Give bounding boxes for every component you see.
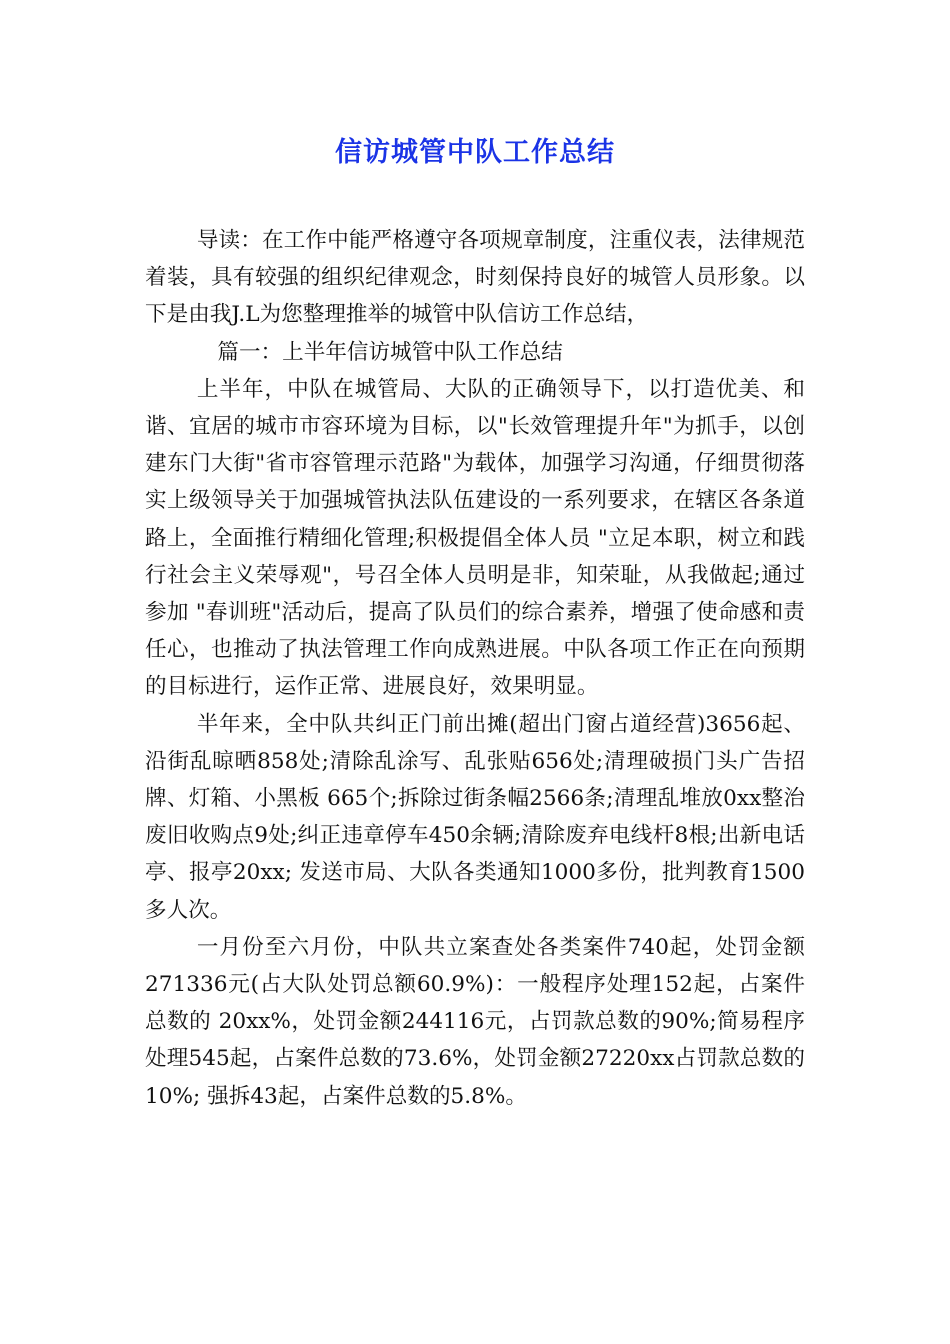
document-body — [145, 222, 805, 1115]
document-title: 信访城管中队工作总结 — [335, 137, 615, 168]
body-paragraph: 一月份至六月份，中队共立案查处各类案件740起，处罚金额 271336元(占大队处罚总额60.9%)：一般程序处理152起，占案件总数的 20xx%，处罚金额244116元，占罚款总数的90%;简易程序处理545起，占案件总数的73.6%，处罚金额27220xx占罚款总数的10%; 强拆43起，占案件总数的5.8%。 — [145, 934, 805, 1109]
body-paragraph: 上半年，中队在城管局、大队的正确领导下，以打造优美、和谐、宜居的城市市容环境为目标，以"长效管理提升年"为抓手，以创建东门大街"省市容管理示范路"为载体，加强学习沟通，仔细贯彻落实上级领导关于加强城管执法队伍建设的一系列要求，在辖区各条道路上，全面推行精细化管理;积极提倡全体人员 "立足本职，树立和践行社会主义荣辱观"，号召全体人员明是非，知荣耻，从我做起;通过参加 "春训班"活动后，提高了队员们的综合素养，增强了使命感和责任心，也推动了执法管理工作向成熟进展。中队各项工作正在向预期的目标进行，运作正常、进展良好，效果明显。 — [145, 376, 805, 700]
section-heading: 篇一：上半年信访城管中队工作总结 — [217, 339, 563, 365]
body-paragraph: 半年来，全中队共纠正门前出摊(超出门窗占道经营)3656起、沿街乱晾晒858处;清除乱涂写、乱张贴656处;清理破损门头广告招牌、灯箱、小黑板 665个;拆除过街条幅2566条;清理乱堆放0xx整治废旧收购点9处;纠正违章停车450余辆;清除废弃电线杆8根;出新电话亭、报亭20xx; 发送市局、大队各类通知1000多份，批判教育1500多人次。 — [145, 711, 805, 923]
intro-paragraph: 导读：在工作中能严格遵守各项规章制度，注重仪表，法律规范着装，具有较强的组织纪律观念，时刻保持良好的城管人员形象。以下是由我J.L为您整理推举的城管中队信访工作总结， — [145, 228, 805, 328]
